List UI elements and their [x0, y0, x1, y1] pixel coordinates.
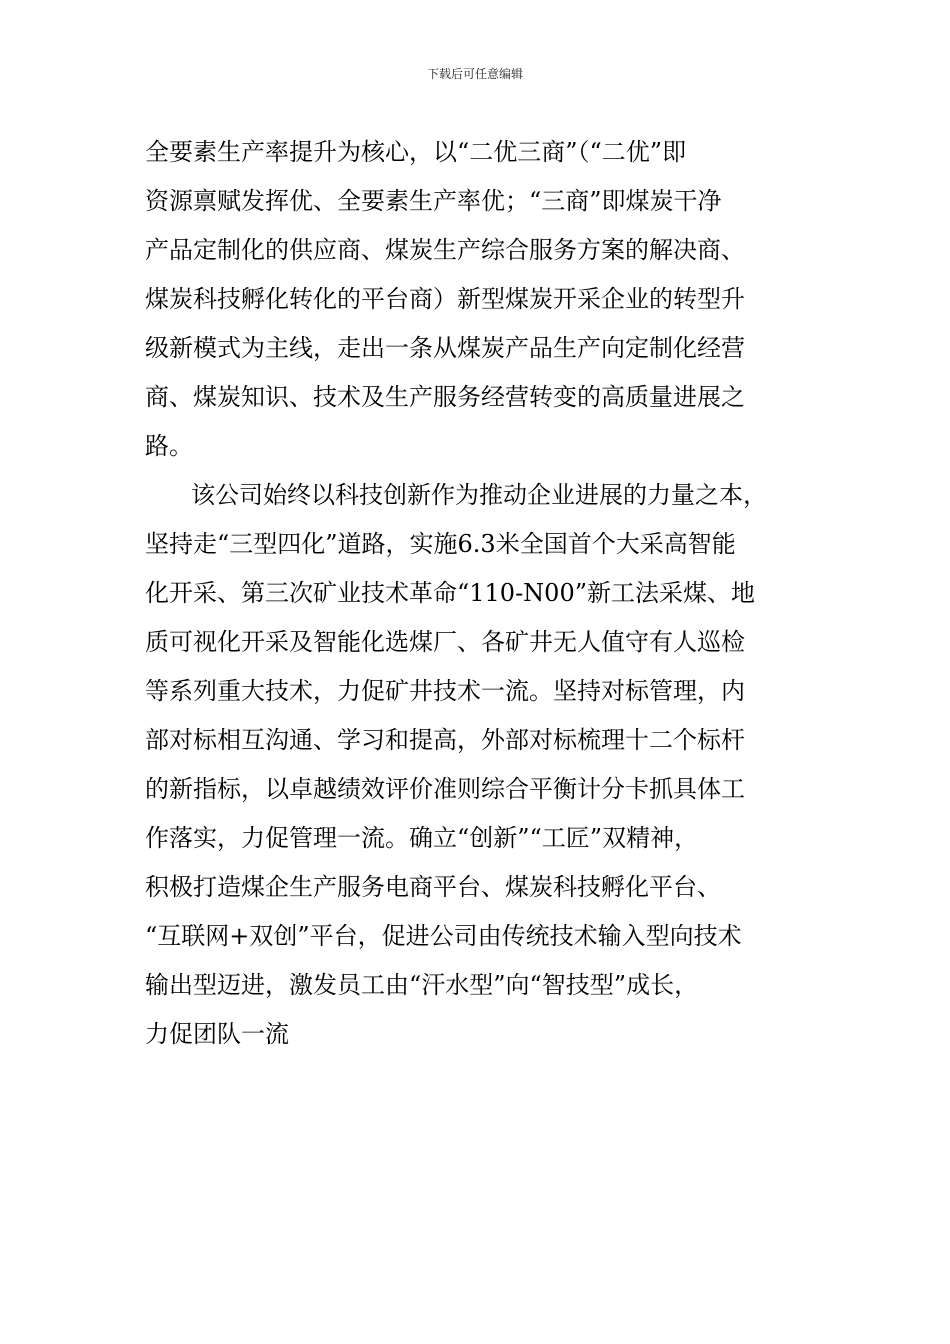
text-line: 煤炭科技孵化转化的平台商）新型煤炭开采企业的转型升: [145, 285, 745, 313]
text-line: “互联网+双创”平台，促进公司由传统技术输入型向技术: [145, 922, 742, 950]
text-line: 坚持走“三型四化”道路，实施6.3米全国首个大采高智能: [145, 530, 736, 558]
text-line: 力促团队一流: [145, 1020, 289, 1048]
text-line: 资源禀赋发挥优、全要素生产率优；“三商”即煤炭干净: [145, 187, 722, 215]
text-line: 产品定制化的供应商、煤炭生产综合服务方案的解决商、: [145, 236, 745, 264]
text-line: 部对标相互沟通、学习和提高，外部对标梳理十二个标杆: [145, 726, 745, 754]
text-line: 化开采、第三次矿业技术革命“110-N00”新工法采煤、地: [145, 579, 755, 607]
document-body: [145, 128, 815, 1059]
text-line: 作落实，力促管理一流。确立“创新”“工匠”双精神，: [145, 824, 699, 852]
text-line: 全要素生产率提升为核心，以“二优三商”（“二优”即: [145, 138, 687, 166]
paragraph-2: [145, 471, 815, 1059]
page-header: 下载后可任意编辑: [426, 67, 523, 81]
text-line: 该公司始终以科技创新作为推动企业进展的力量之本，: [191, 481, 767, 509]
text-line: 的新指标，以卓越绩效评价准则综合平衡计分卡抓具体工: [145, 775, 745, 803]
text-line: 级新模式为主线，走出一条从煤炭产品生产向定制化经营: [145, 334, 745, 362]
text-line: 输出型迈进，激发员工由“汗水型”向“智技型”成长，: [145, 971, 699, 999]
text-line: 积极打造煤企生产服务电商平台、煤炭科技孵化平台、: [145, 873, 721, 901]
text-line: 等系列重大技术，力促矿井技术一流。坚持对标管理，内: [145, 677, 745, 705]
text-line: 路。: [145, 432, 193, 460]
paragraph-1: [145, 128, 815, 471]
text-line: 质可视化开采及智能化选煤厂、各矿井无人值守有人巡检: [145, 628, 745, 656]
text-line: 商、煤炭知识、技术及生产服务经营转变的高质量进展之: [145, 383, 745, 411]
